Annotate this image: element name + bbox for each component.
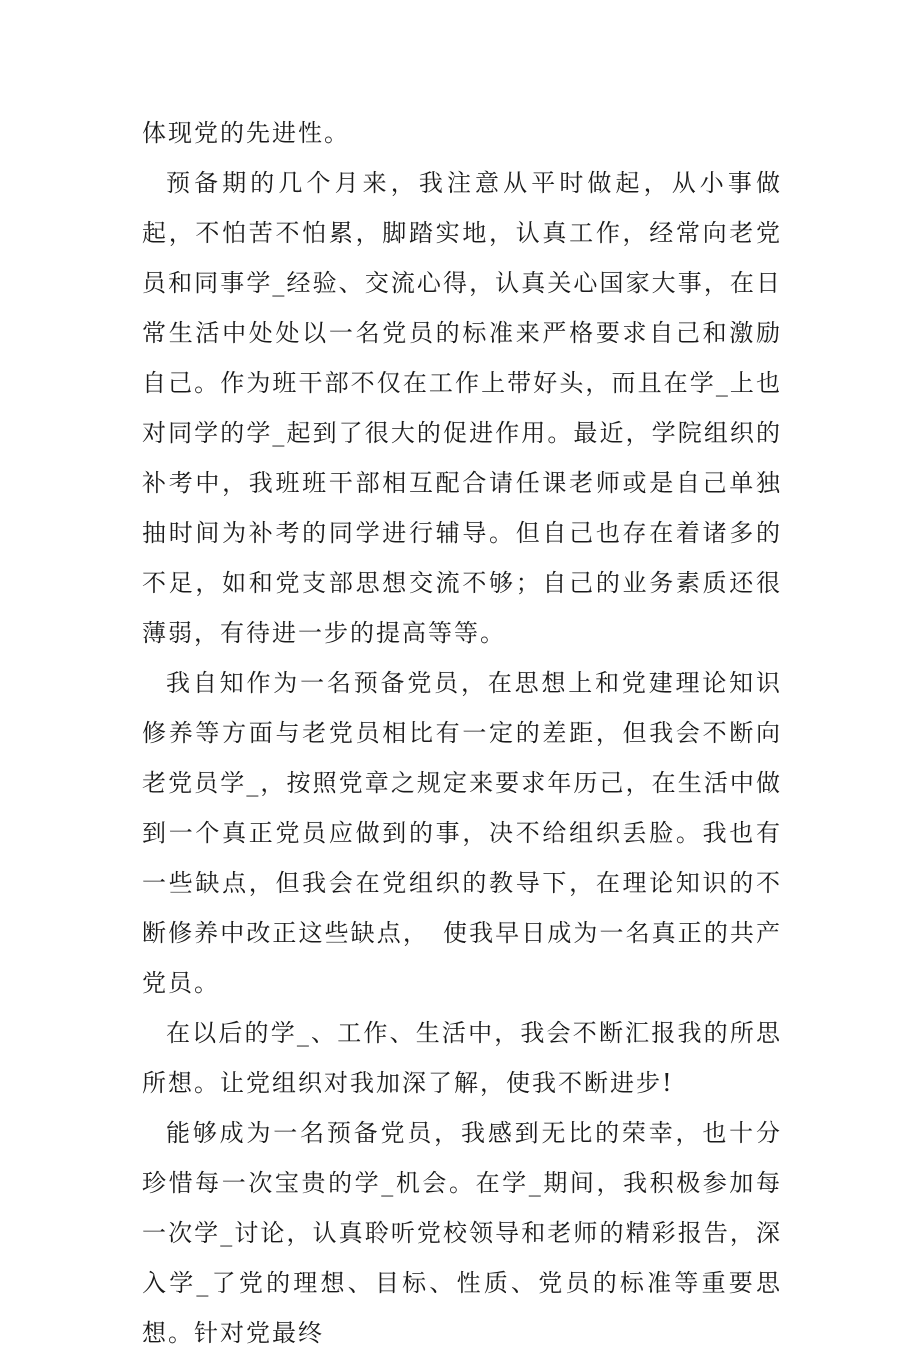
paragraph-1: 体现党的先进性。: [142, 119, 350, 147]
paragraph-2: 预备期的几个月来，我注意从平时做起，从小事做起，不怕苦不怕累，脚踏实地，认真工作，经常向老党员和同事学_经验、交流心得，认真关心国家大事，在日常生活中处处以一名党员的标准来严格要求自己和激励自己。作为班干部不仅在工作上带好头，而且在学_上也对同学的学_起到了很大的促进作用。最近，学院组织的补考中，我班班干部相互配合请任课老师或是自己单独抽时间为补考的同学进行辅导。但自己也存在着诸多的不足，如和党支部思想交流不够；自己的业务素质还很薄弱，有待进一步的提高等等。: [142, 169, 782, 647]
paragraph-3: 我自知作为一名预备党员，在思想上和党建理论知识修养等方面与老党员相比有一定的差距，但我会不断向老党员学_，按照党章之规定来要求年历己，在生活中做到一个真正党员应做到的事，决不给组织丢脸。我也有一些缺点，但我会在党组织的教导下，在理论知识的不断修养中改正这些缺点， 使我早日成为一名真正的共产党员。: [142, 669, 782, 997]
paragraph-5: 能够成为一名预备党员，我感到无比的荣幸，也十分珍惜每一次宝贵的学_机会。在学_期间，我积极参加每一次学_讨论，认真聆听党校领导和老师的精彩报告，深入学_了党的理想、目标、性质、党员的标准等重要思想。针对党最终: [142, 1119, 782, 1347]
document-body: [142, 108, 782, 1358]
paragraph-4: 在以后的学_、工作、生活中，我会不断汇报我的所思所想。让党组织对我加深了解，使我不断进步!: [142, 1019, 782, 1097]
